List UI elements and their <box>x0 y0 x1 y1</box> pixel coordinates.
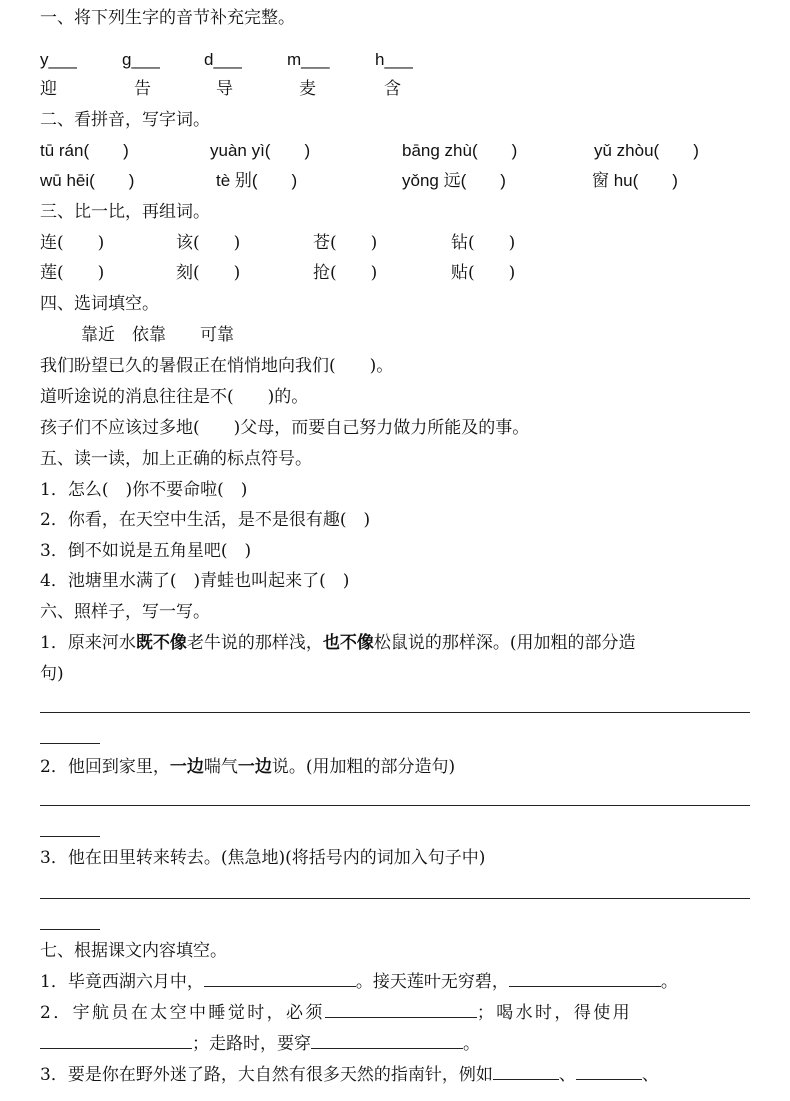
char-2: 告 <box>134 79 151 99</box>
pinyin-item[interactable]: yǔ zhòu( ) <box>594 141 699 160</box>
section-5-heading: 五、读一读，加上正确的标点符号。 <box>40 449 312 469</box>
answer-blank[interactable] <box>576 1065 642 1080</box>
section-3-heading: 三、比一比，再组词。 <box>40 202 210 222</box>
answer-blank[interactable] <box>325 1003 477 1018</box>
answer-line[interactable] <box>40 898 750 899</box>
word-choices: 靠近 依靠 可靠 <box>81 325 234 345</box>
pinyin-item[interactable]: yǒng 远( ) <box>402 171 506 190</box>
compare-item[interactable]: 贴( ) <box>451 263 516 283</box>
fill-question-2[interactable]: 道听途说的消息往往是不( )的。 <box>40 387 309 407</box>
section-7-heading: 七、根据课文内容填空。 <box>40 941 227 961</box>
answer-blank[interactable] <box>204 972 356 987</box>
answer-line[interactable] <box>40 805 750 806</box>
pinyin-item[interactable]: 窗 hu( ) <box>592 171 678 190</box>
pinyin-item[interactable]: bāng zhù( ) <box>402 141 518 160</box>
pinyin-item[interactable]: tè 别( ) <box>216 171 298 190</box>
pinyin-item[interactable]: tū rán( ) <box>40 141 129 160</box>
pinyin-item[interactable]: wū hēi( ) <box>40 171 135 190</box>
recall-question-3: 3．要是你在野外迷了路，大自然有很多天然的指南针，例如 、 、 <box>40 1065 659 1085</box>
section-4-heading: 四、选词填空。 <box>40 294 159 314</box>
initial-blank-3[interactable]: d___ <box>204 50 242 69</box>
recall-question-1: 1．毕竟西湖六月中， 。接天莲叶无穷碧， 。 <box>40 972 678 992</box>
initial-blank-1[interactable]: y___ <box>40 50 77 69</box>
recall-question-2: 2．宇航员在太空中睡觉时，必须 ；喝水时，得使用 <box>40 1003 633 1023</box>
imitate-question-1: 1．原来河水既不像老牛说的那样浅，也不像松鼠说的那样深。(用加粗的部分造 <box>40 633 636 653</box>
char-5: 含 <box>384 79 401 99</box>
answer-blank[interactable] <box>509 972 661 987</box>
imitate-question-1-cont: 句) <box>40 664 64 684</box>
answer-blank[interactable] <box>311 1034 463 1049</box>
answer-line[interactable] <box>40 836 100 837</box>
char-1: 迎 <box>40 79 57 99</box>
pinyin-item[interactable]: yuàn yì( ) <box>210 141 311 160</box>
answer-line[interactable] <box>40 743 100 744</box>
imitate-question-3: 3．他在田里转来转去。(焦急地)(将括号内的词加入句子中) <box>40 848 486 868</box>
compare-item[interactable]: 该( ) <box>176 233 241 253</box>
answer-line[interactable] <box>40 712 750 713</box>
compare-item[interactable]: 抢( ) <box>313 263 378 283</box>
compare-item[interactable]: 刻( ) <box>176 263 241 283</box>
punctuation-item[interactable]: 4．池塘里水满了( )青蛙也叫起来了( ) <box>40 571 350 591</box>
answer-line[interactable] <box>40 929 100 930</box>
char-4: 麦 <box>299 79 316 99</box>
char-3: 导 <box>216 79 233 99</box>
recall-question-2-cont: ；走路时，要穿 。 <box>40 1032 480 1056</box>
fill-question-1[interactable]: 我们盼望已久的暑假正在悄悄地向我们( )。 <box>40 356 394 376</box>
answer-blank[interactable] <box>40 1034 192 1049</box>
imitate-question-2: 2．他回到家里，一边喘气一边说。(用加粗的部分造句) <box>40 757 456 777</box>
compare-item[interactable]: 莲( ) <box>40 263 105 283</box>
section-2-heading: 二、看拼音，写字词。 <box>40 110 210 130</box>
punctuation-item[interactable]: 2．你看，在天空中生活，是不是很有趣( ) <box>40 510 371 530</box>
compare-item[interactable]: 连( ) <box>40 233 105 253</box>
compare-item[interactable]: 钻( ) <box>451 233 516 253</box>
initial-blank-2[interactable]: g___ <box>122 50 160 69</box>
answer-blank[interactable] <box>493 1065 559 1080</box>
compare-item[interactable]: 苍( ) <box>313 233 378 253</box>
initial-blank-5[interactable]: h___ <box>375 50 413 69</box>
section-1-heading: 一、将下列生字的音节补充完整。 <box>40 8 295 28</box>
fill-question-3[interactable]: 孩子们不应该过多地( )父母，而要自己努力做力所能及的事。 <box>40 418 530 438</box>
initial-blank-4[interactable]: m___ <box>287 50 330 69</box>
punctuation-item[interactable]: 3．倒不如说是五角星吧( ) <box>40 541 252 561</box>
section-6-heading: 六、照样子，写一写。 <box>40 602 210 622</box>
punctuation-item[interactable]: 1．怎么( )你不要命啦( ) <box>40 480 248 500</box>
